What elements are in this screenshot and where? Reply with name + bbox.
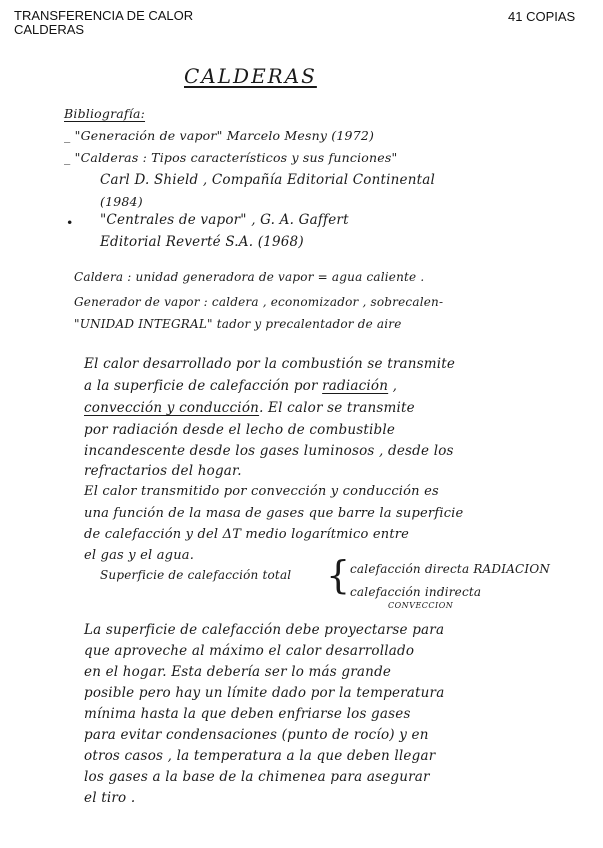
paragraph-line: refractarios del hogar. bbox=[84, 463, 242, 479]
surface-label: Superficie de calefacción total bbox=[100, 568, 292, 582]
paragraph-line: para evitar condensaciones (punto de rocío) y en bbox=[84, 727, 429, 743]
surface-indirect-note: CONVECCION bbox=[388, 601, 454, 610]
paragraph-line: que aproveche al máximo el calor desarrollado bbox=[84, 643, 415, 659]
paragraph-line: los gases a la base de la chimenea para asegurar bbox=[84, 769, 430, 785]
paragraph-line: por radiación desde el lecho de combustible bbox=[84, 422, 396, 438]
paragraph-line: El calor desarrollado por la combustión se transmite bbox=[84, 356, 456, 372]
curly-brace-icon: { bbox=[326, 553, 351, 597]
paragraph-line: otros casos , la temperatura a la que deben llegar bbox=[84, 748, 436, 764]
bibliography-line: "Centrales de vapor" , G. A. Gaffert bbox=[100, 212, 349, 228]
copies-label: 41 COPIAS bbox=[508, 9, 576, 24]
paragraph-line: mínima hasta la que deben enfriarse los gases bbox=[84, 706, 411, 722]
paragraph-line: el gas y el agua. bbox=[84, 548, 195, 563]
page-title: CALDERAS bbox=[184, 64, 317, 88]
bullet-dot: • bbox=[66, 215, 74, 230]
definition-line: "UNIDAD INTEGRAL" tador y precalentador de aire bbox=[74, 317, 402, 331]
bibliography-line: _ "Calderas : Tipos característicos y sus funciones" bbox=[64, 150, 398, 165]
definition-line: Caldera : unidad generadora de vapor = agua caliente . bbox=[74, 270, 425, 284]
convection-conduction-term: convección y conducción bbox=[84, 400, 260, 416]
paragraph-fragment: a la superficie de calefacción por bbox=[84, 378, 323, 394]
paragraph-line: en el hogar. Esta debería ser lo más grande bbox=[84, 664, 392, 680]
paragraph-line: posible pero hay un límite dado por la temperatura bbox=[84, 685, 445, 701]
paragraph-line: La superficie de calefacción debe proyectarse para bbox=[84, 622, 445, 638]
paragraph-line: el tiro . bbox=[84, 790, 136, 806]
paragraph-line bbox=[84, 378, 397, 394]
topic-title: CALDERAS bbox=[14, 22, 85, 37]
bibliography-line: Carl D. Shield , Compañía Editorial Continental bbox=[100, 172, 436, 188]
surface-direct: calefacción directa RADIACION bbox=[350, 562, 551, 576]
radiation-term: radiación bbox=[322, 378, 389, 394]
bibliography-heading: Bibliografía: bbox=[64, 106, 146, 121]
paragraph-line: incandescente desde los gases luminosos , desde los bbox=[84, 443, 454, 459]
surface-indirect: calefacción indirecta bbox=[350, 585, 482, 599]
paragraph-line: El calor transmitido por convección y conducción es bbox=[84, 484, 439, 499]
paragraph-line: una función de la masa de gases que barre la superficie bbox=[84, 506, 464, 521]
bibliography-line: Editorial Reverté S.A. (1968) bbox=[100, 234, 304, 250]
course-title: TRANSFERENCIA DE CALOR bbox=[14, 8, 194, 23]
bibliography-line: _ "Generación de vapor" Marcelo Mesny (1972) bbox=[64, 128, 375, 143]
bibliography-line: (1984) bbox=[100, 194, 143, 209]
paragraph-fragment: . El calor se transmite bbox=[259, 400, 415, 416]
definition-line: Generador de vapor : caldera , economizador , sobrecalen- bbox=[74, 295, 444, 309]
paragraph-line bbox=[84, 400, 415, 416]
paragraph-fragment: , bbox=[388, 378, 398, 394]
paragraph-line: de calefacción y del ΔT medio logarítmico entre bbox=[84, 527, 410, 542]
